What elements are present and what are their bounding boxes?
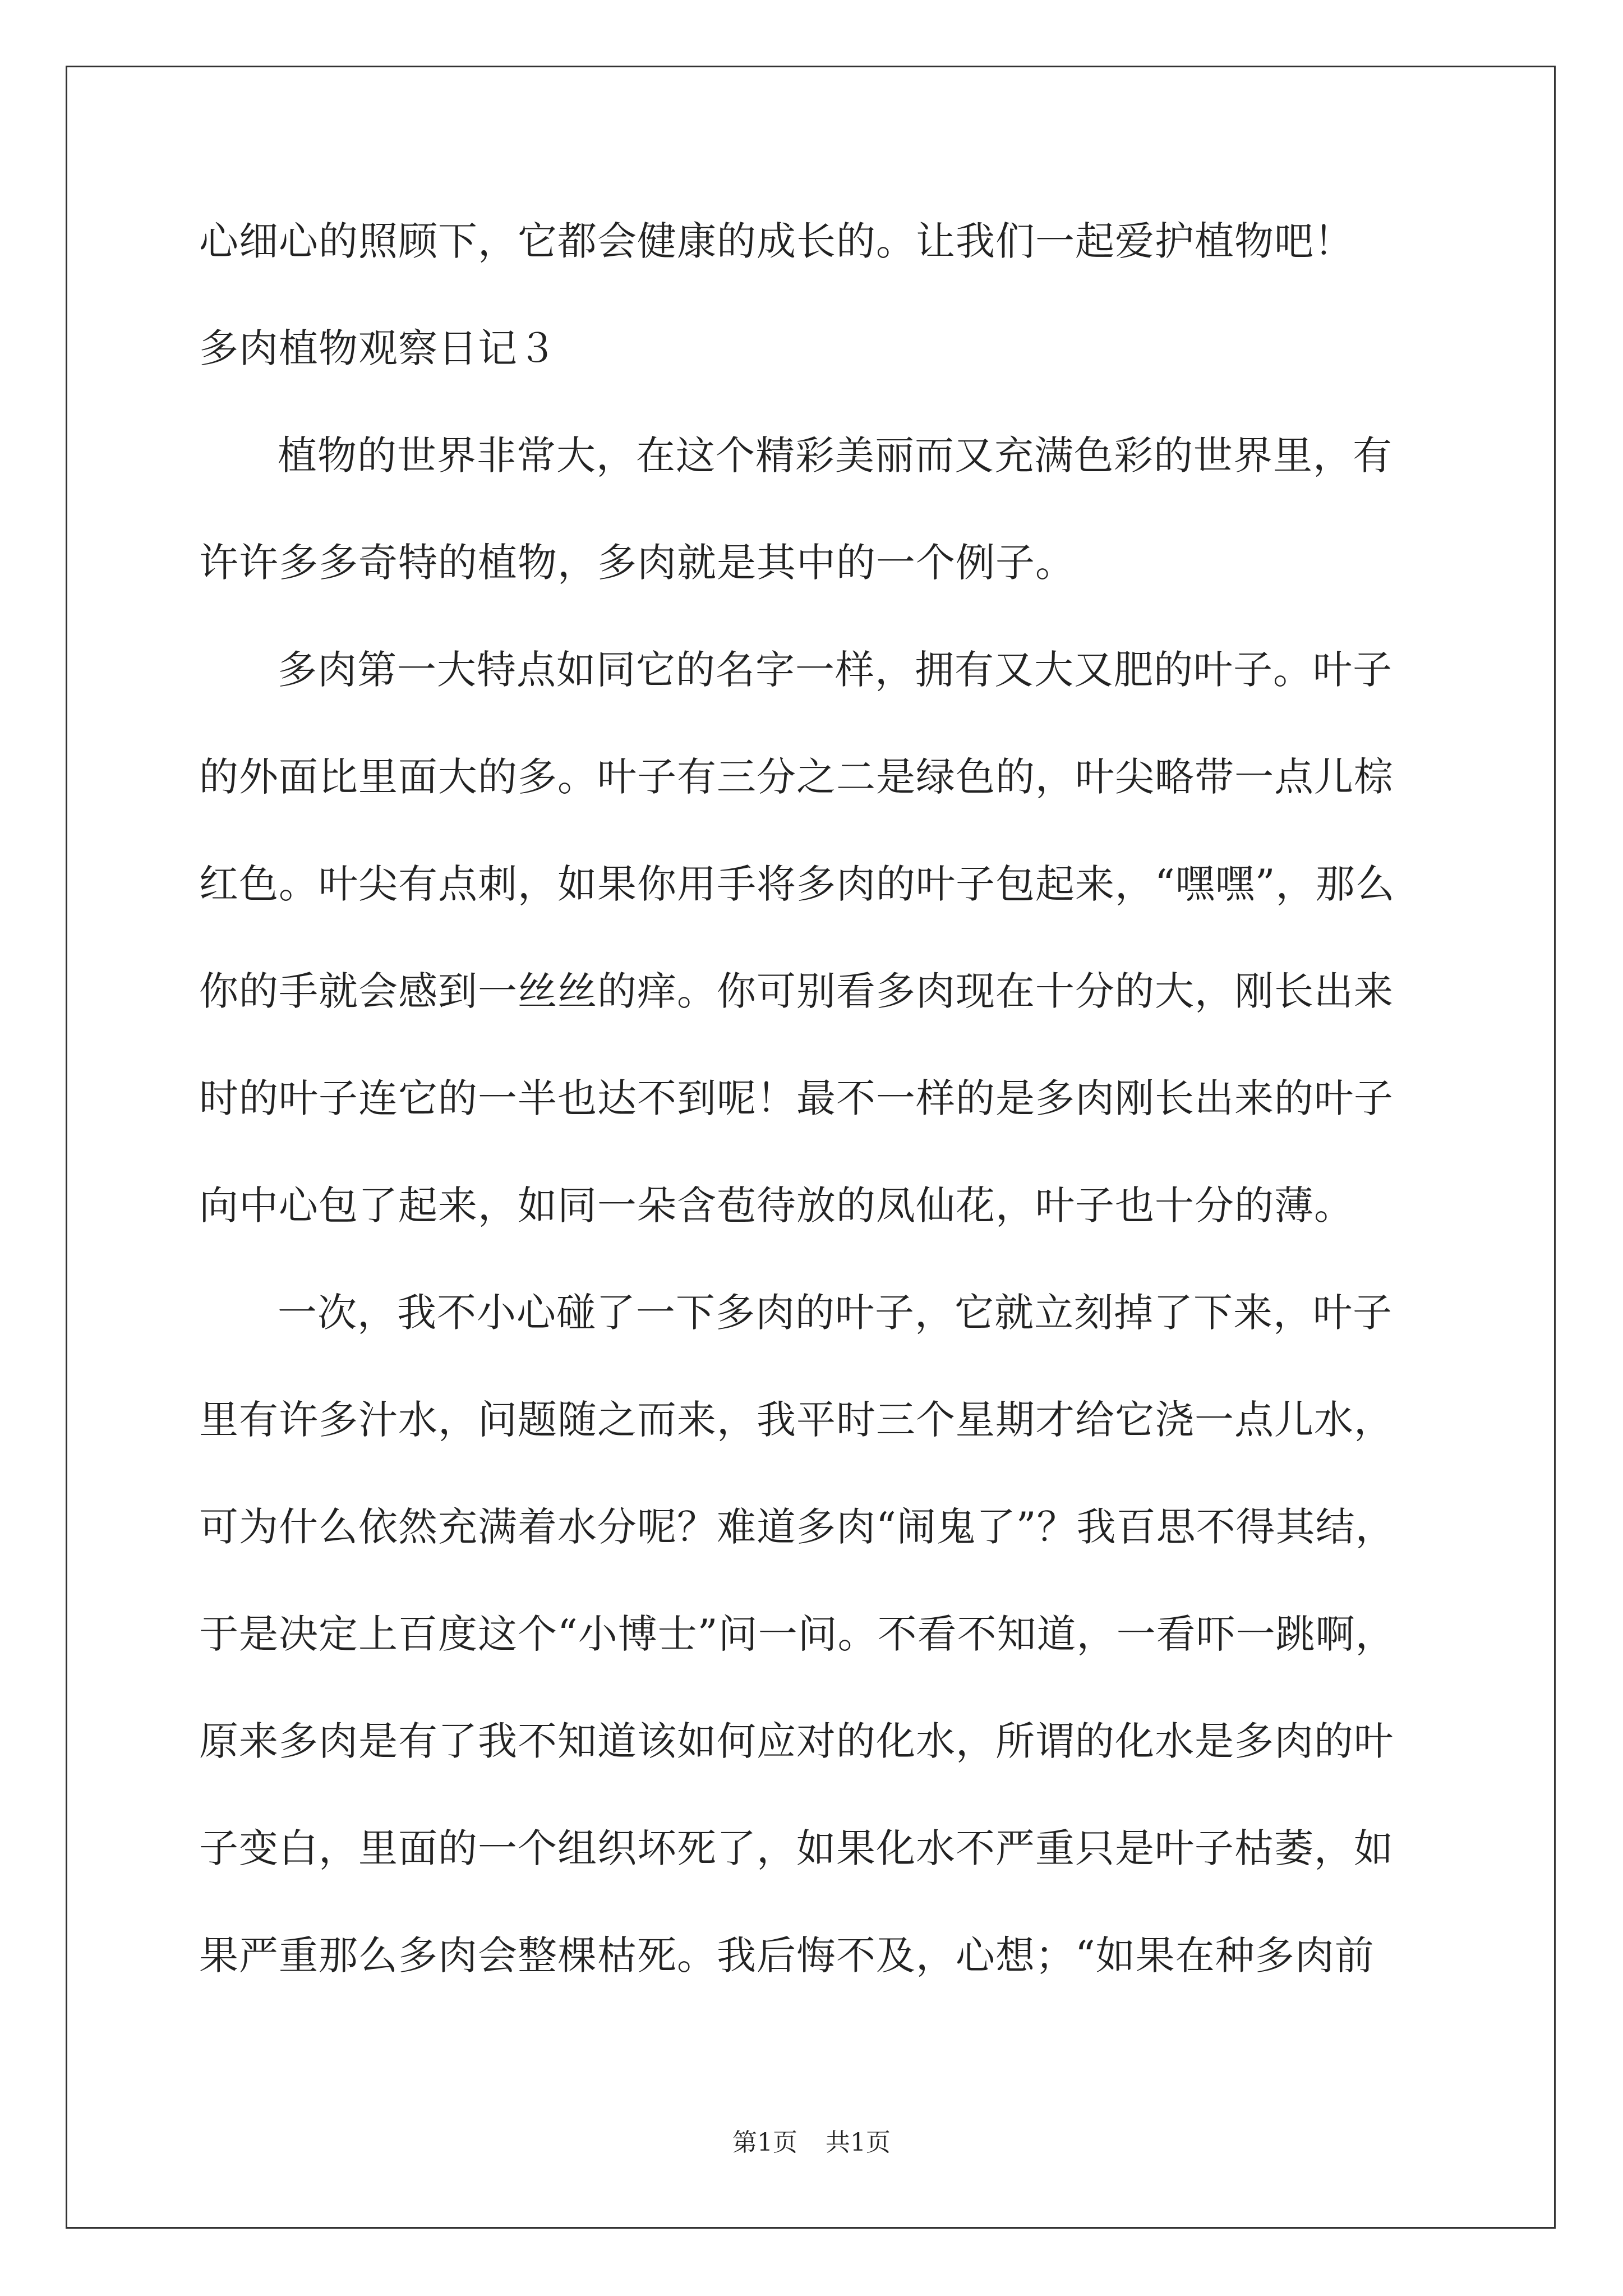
page-number: 第1页 xyxy=(732,2128,797,2157)
page-total: 共1页 xyxy=(826,2128,891,2157)
text-line: 一次，我不小心碰了一下多肉的叶子，它就立刻掉了下来，叶子 xyxy=(278,1290,1393,1336)
text-line: 可为什么依然充满着水分呢？难道多肉“闹鬼了”？我百思不得其结， xyxy=(199,1504,1395,1550)
text-line: 原来多肉是有了我不知道该如何应对的化水，所谓的化水是多肉的叶 xyxy=(199,1718,1394,1764)
text-line: 的外面比里面大的多。叶子有三分之二是绿色的，叶尖略带一点儿棕 xyxy=(199,754,1394,800)
text-line: 心细心的照顾下，它都会健康的成长的。让我们一起爱护植物吧！ xyxy=(199,218,1354,264)
document-body xyxy=(199,208,1455,2029)
page-footer xyxy=(0,2126,1623,2160)
text-line: 向中心包了起来，如同一朵含苞待放的凤仙花，叶子也十分的薄。 xyxy=(199,1182,1354,1228)
section-heading: 多肉植物观察日记３ xyxy=(199,325,557,371)
text-line: 植物的世界非常大，在这个精彩美丽而又充满色彩的世界里，有 xyxy=(278,432,1393,478)
text-line: 你的手就会感到一丝丝的痒。你可别看多肉现在十分的大，刚长出来 xyxy=(199,968,1394,1014)
text-line: 多肉第一大特点如同它的名字一样，拥有又大又肥的叶子。叶子 xyxy=(278,647,1393,693)
text-line: 于是决定上百度这个“小博士”问一问。不看不知道，一看吓一跳啊， xyxy=(199,1611,1395,1657)
text-line: 里有许多汁水，问题随之而来，我平时三个星期才给它浇一点儿水， xyxy=(199,1397,1394,1443)
text-line: 红色。叶尖有点刺，如果你用手将多肉的叶子包起来，“嘿嘿”，那么 xyxy=(199,861,1395,907)
text-line: 许许多多奇特的植物，多肉就是其中的一个例子。 xyxy=(199,540,1075,586)
text-line: 时的叶子连它的一半也达不到呢！最不一样的是多肉刚长出来的叶子 xyxy=(199,1075,1394,1121)
text-line: 果严重那么多肉会整棵枯死。我后悔不及，心想；“如果在种多肉前 xyxy=(199,1932,1375,1978)
text-line: 子变白，里面的一个组织坏死了，如果化水不严重只是叶子枯萎，如 xyxy=(199,1825,1394,1871)
